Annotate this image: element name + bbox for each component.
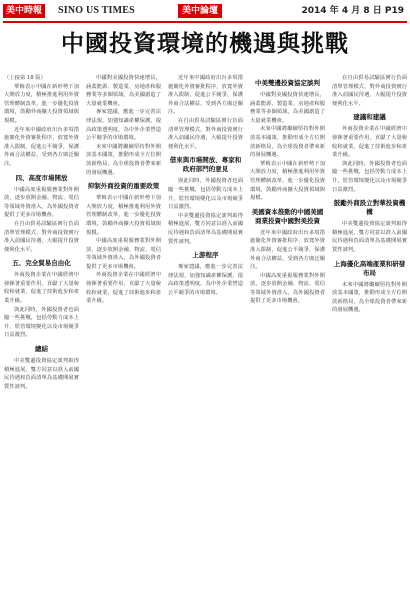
article-headline: 中國投資環境的機遇與挑戰	[61, 31, 349, 57]
section-label: 美中論壇	[178, 4, 222, 18]
subheading: 四、高度市場開放	[15, 173, 68, 182]
article-byline: （上接第 18 版）	[4, 75, 46, 81]
date-page-number: 2014 年 4 月 8 日 P19	[301, 6, 404, 16]
subheading: 上海優化高端產業和研發布局	[333, 259, 406, 277]
body-paragraph: 近年來中國政府出台多項措施簡化外資審批程序，放寬外資准入限制，促進公平競爭，保護外商合法權益，受到各方廣泛關注。	[250, 229, 325, 271]
body-paragraph: 未來中國將繼續堅持對外開放基本國策，推動形成全方位開放新格局，為全球投資者帶來新的發展機遇。	[250, 126, 325, 159]
column-1	[4, 74, 79, 596]
column-5	[332, 74, 407, 596]
body-paragraph: 華梅表示中國在新形勢下加大開放力度，積極推進利用外資管理體制改革，進一步優化投資環境，鼓勵外商擴大投資領域與規模。	[4, 83, 79, 124]
body-paragraph: 未來中國將繼續堅持對外開放基本國策，推動形成全方位開放新格局，為全球投資者帶來新的發展機遇。	[86, 143, 161, 176]
subheading: 中美雙邊投資協定談判	[255, 79, 320, 87]
body-paragraph: 近年來中國政府出台多項措施簡化外資審批程序，放寬外資准入限制，促進公平競爭，保護外商合法權益，受到各方廣泛關注。	[4, 126, 79, 167]
body-paragraph: 中國高度重視服務業對外開放，逐步放開金融、物流、電信等領域外資准入，為外國投資者提供了更多市場機會。	[250, 272, 325, 305]
subheading: 建議和建議	[353, 113, 386, 122]
subheading: 美國資本推動的中國美國商業投資中國對美投資	[251, 207, 324, 225]
body-paragraph: 中國對美國投資快速增長，涵蓋能源、製造業、房地產和服務業等多個領域，為美國創造了大量就業機會。	[86, 75, 161, 107]
masthead-divider	[3, 21, 407, 23]
body-paragraph: 在自由貿易試驗區實行負面清單管理模式，對外商投資實行准入前國民待遇，大幅提升投資便利化水平。	[4, 220, 79, 253]
body-paragraph: 華梅表示中國在新形勢下加大開放力度，積極推進利用外資管理體制改革，進一步優化投資環境，鼓勵外商擴大投資領域與規模。	[250, 160, 325, 202]
body-paragraph: 在自由貿易試驗區實行負面清單管理模式，對外商投資實行准入前國民待遇，大幅提升投資便利化水平。	[168, 117, 243, 150]
body-paragraph: 外商投資企業在中國經濟中發揮著重要作用，貢獻了大量稅收和就業，促進了技術進步和產業升級。	[86, 272, 161, 305]
subheading: 五、完全貿易自由化	[12, 259, 71, 268]
body-paragraph: 專家建議，應進一步完善法律法規，加強知識產權保護，提高政策透明度，為中外企業營造公平競爭的市場環境。	[168, 264, 243, 296]
body-paragraph: 近年來中國政府出台多項措施簡化外資審批程序，放寬外資准入限制，促進公平競爭，保護外商合法權益，受到各方廣泛關注。	[168, 75, 243, 116]
body-paragraph: 與此同時，外國投資者也面臨一些挑戰，包括勞動力成本上升、監管環境變化以及市場競爭日益激烈。	[4, 306, 79, 339]
brand-english-name: SINO US TIMES	[58, 5, 135, 16]
column-2	[86, 74, 161, 596]
body-paragraph: 華梅表示中國在新形勢下加大開放力度，積極推進利用外資管理體制改革，進一步優化投資環境，鼓勵外商擴大投資領域與規模。	[86, 195, 161, 236]
subheading: 上游程序	[192, 251, 219, 260]
column-4	[250, 74, 325, 596]
body-paragraph: 在自由貿易試驗區實行負面清單管理模式，對外商投資實行准入前國民待遇，大幅提升投資便利化水平。	[332, 75, 407, 107]
body-paragraph: 未來中國將繼續堅持對外開放基本國策，推動形成全方位開放新格局，為全球投資者帶來新的發展機遇。	[332, 281, 407, 314]
body-paragraph: 與此同時，外國投資者也面臨一些挑戰，包括勞動力成本上升、監管環境變化以及市場競爭日益激烈。	[168, 178, 243, 211]
body-paragraph: 中美雙邊投資協定談判取得積極進展，雙方同意以准入前國民待遇和負面清單為基礎開展實質性談判。	[168, 212, 243, 245]
body-paragraph: 與此同時，外國投資者也面臨一些挑戰，包括勞動力成本上升、監管環境變化以及市場競爭日益激烈。	[332, 160, 407, 193]
subheading: 鼓勵外商設立對華投資機構	[333, 199, 406, 217]
body-paragraph: 專家建議，應進一步完善法律法規，加強知識產權保護，提高政策透明度，為中外企業營造公平競爭的市場環境。	[86, 109, 161, 142]
subheading: 抑制外商投資的重要政策	[87, 182, 160, 191]
brand-logo: 美中時報	[3, 4, 45, 18]
body-paragraph: 外商投資企業在中國經濟中發揮著重要作用，貢獻了大量稅收和就業，促進了技術進步和產業升級。	[332, 126, 407, 159]
masthead	[0, 0, 410, 22]
body-paragraph: 中國高度重視服務業對外開放，逐步放開金融、物流、電信等領域外資准入，為外國投資者提供了更多市場機會。	[4, 186, 79, 219]
subheading: 借來與市場開放、專家和政府部門的意見	[169, 156, 242, 174]
body-paragraph: 中國高度重視服務業對外開放，逐步放開金融、物流、電信等領域外資准入，為外國投資者提供了更多市場機會。	[86, 238, 161, 270]
body-paragraph: 中國對美國投資快速增長，涵蓋能源、製造業、房地產和服務業等多個領域，為美國創造了大量就業機會。	[250, 92, 325, 124]
body-paragraph: 中美雙邊投資協定談判取得積極進展，雙方同意以准入前國民待遇和負面清單為基礎開展實質性談判。	[332, 221, 407, 253]
subheading: 總結	[35, 345, 48, 354]
body-paragraph: 中美雙邊投資協定談判取得積極進展，雙方同意以准入前國民待遇和負面清單為基礎開展實質性談判。	[4, 358, 79, 390]
body-paragraph: 外商投資企業在中國經濟中發揮著重要作用，貢獻了大量稅收和就業，促進了技術進步和產業升級。	[4, 272, 79, 305]
column-3	[168, 74, 243, 596]
